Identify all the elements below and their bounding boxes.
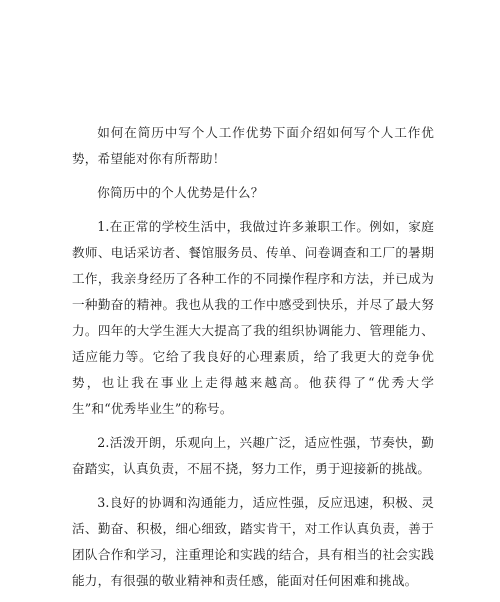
point-3-paragraph: 3.良好的协调和沟通能力，适应性强，反应迅速，积极、灵活、勤奋、积极，细心细致，踏实肯干，对工作认真负责，善于团队合作和学习，注重理论和实践的结合，具有相当的社会实践能力，有很强的敬业精神和责任感，能面对任何困难和挑战。: [72, 495, 434, 588]
question-heading: 你简历中的个人优势是什么？: [97, 185, 264, 200]
document-body: [72, 120, 434, 602]
point-1-paragraph: 1.在正常的学校生活中，我做过许多兼职工作。例如，家庭教师、电话采访者、餐馆服务员、传单、问卷调查和工厂的暑期工作，我亲身经历了各种工作的不同操作程序和方法，并已成为一种勤奋的精神。我也从我的工作中感受到快乐，并尽了最大努力。四年的大学生涯大大提高了我的组织协调能力、管理能力、适应能力等。它给了我良好的心理素质，给了我更大的竞争优势，也让我在事业上走得越来越高。他获得了“优秀大学生”和“优秀毕业生”的称号。: [72, 219, 434, 416]
point-2-paragraph: 2.活泼开朗，乐观向上，兴趣广泛，适应性强，节奏快，勤奋踏实，认真负责，不屈不挠，努力工作，勇于迎接新的挑战。: [72, 435, 434, 476]
intro-paragraph: 如何在简历中写个人工作优势下面介绍如何写个人工作优势，希望能对你有所帮助！: [72, 125, 434, 166]
